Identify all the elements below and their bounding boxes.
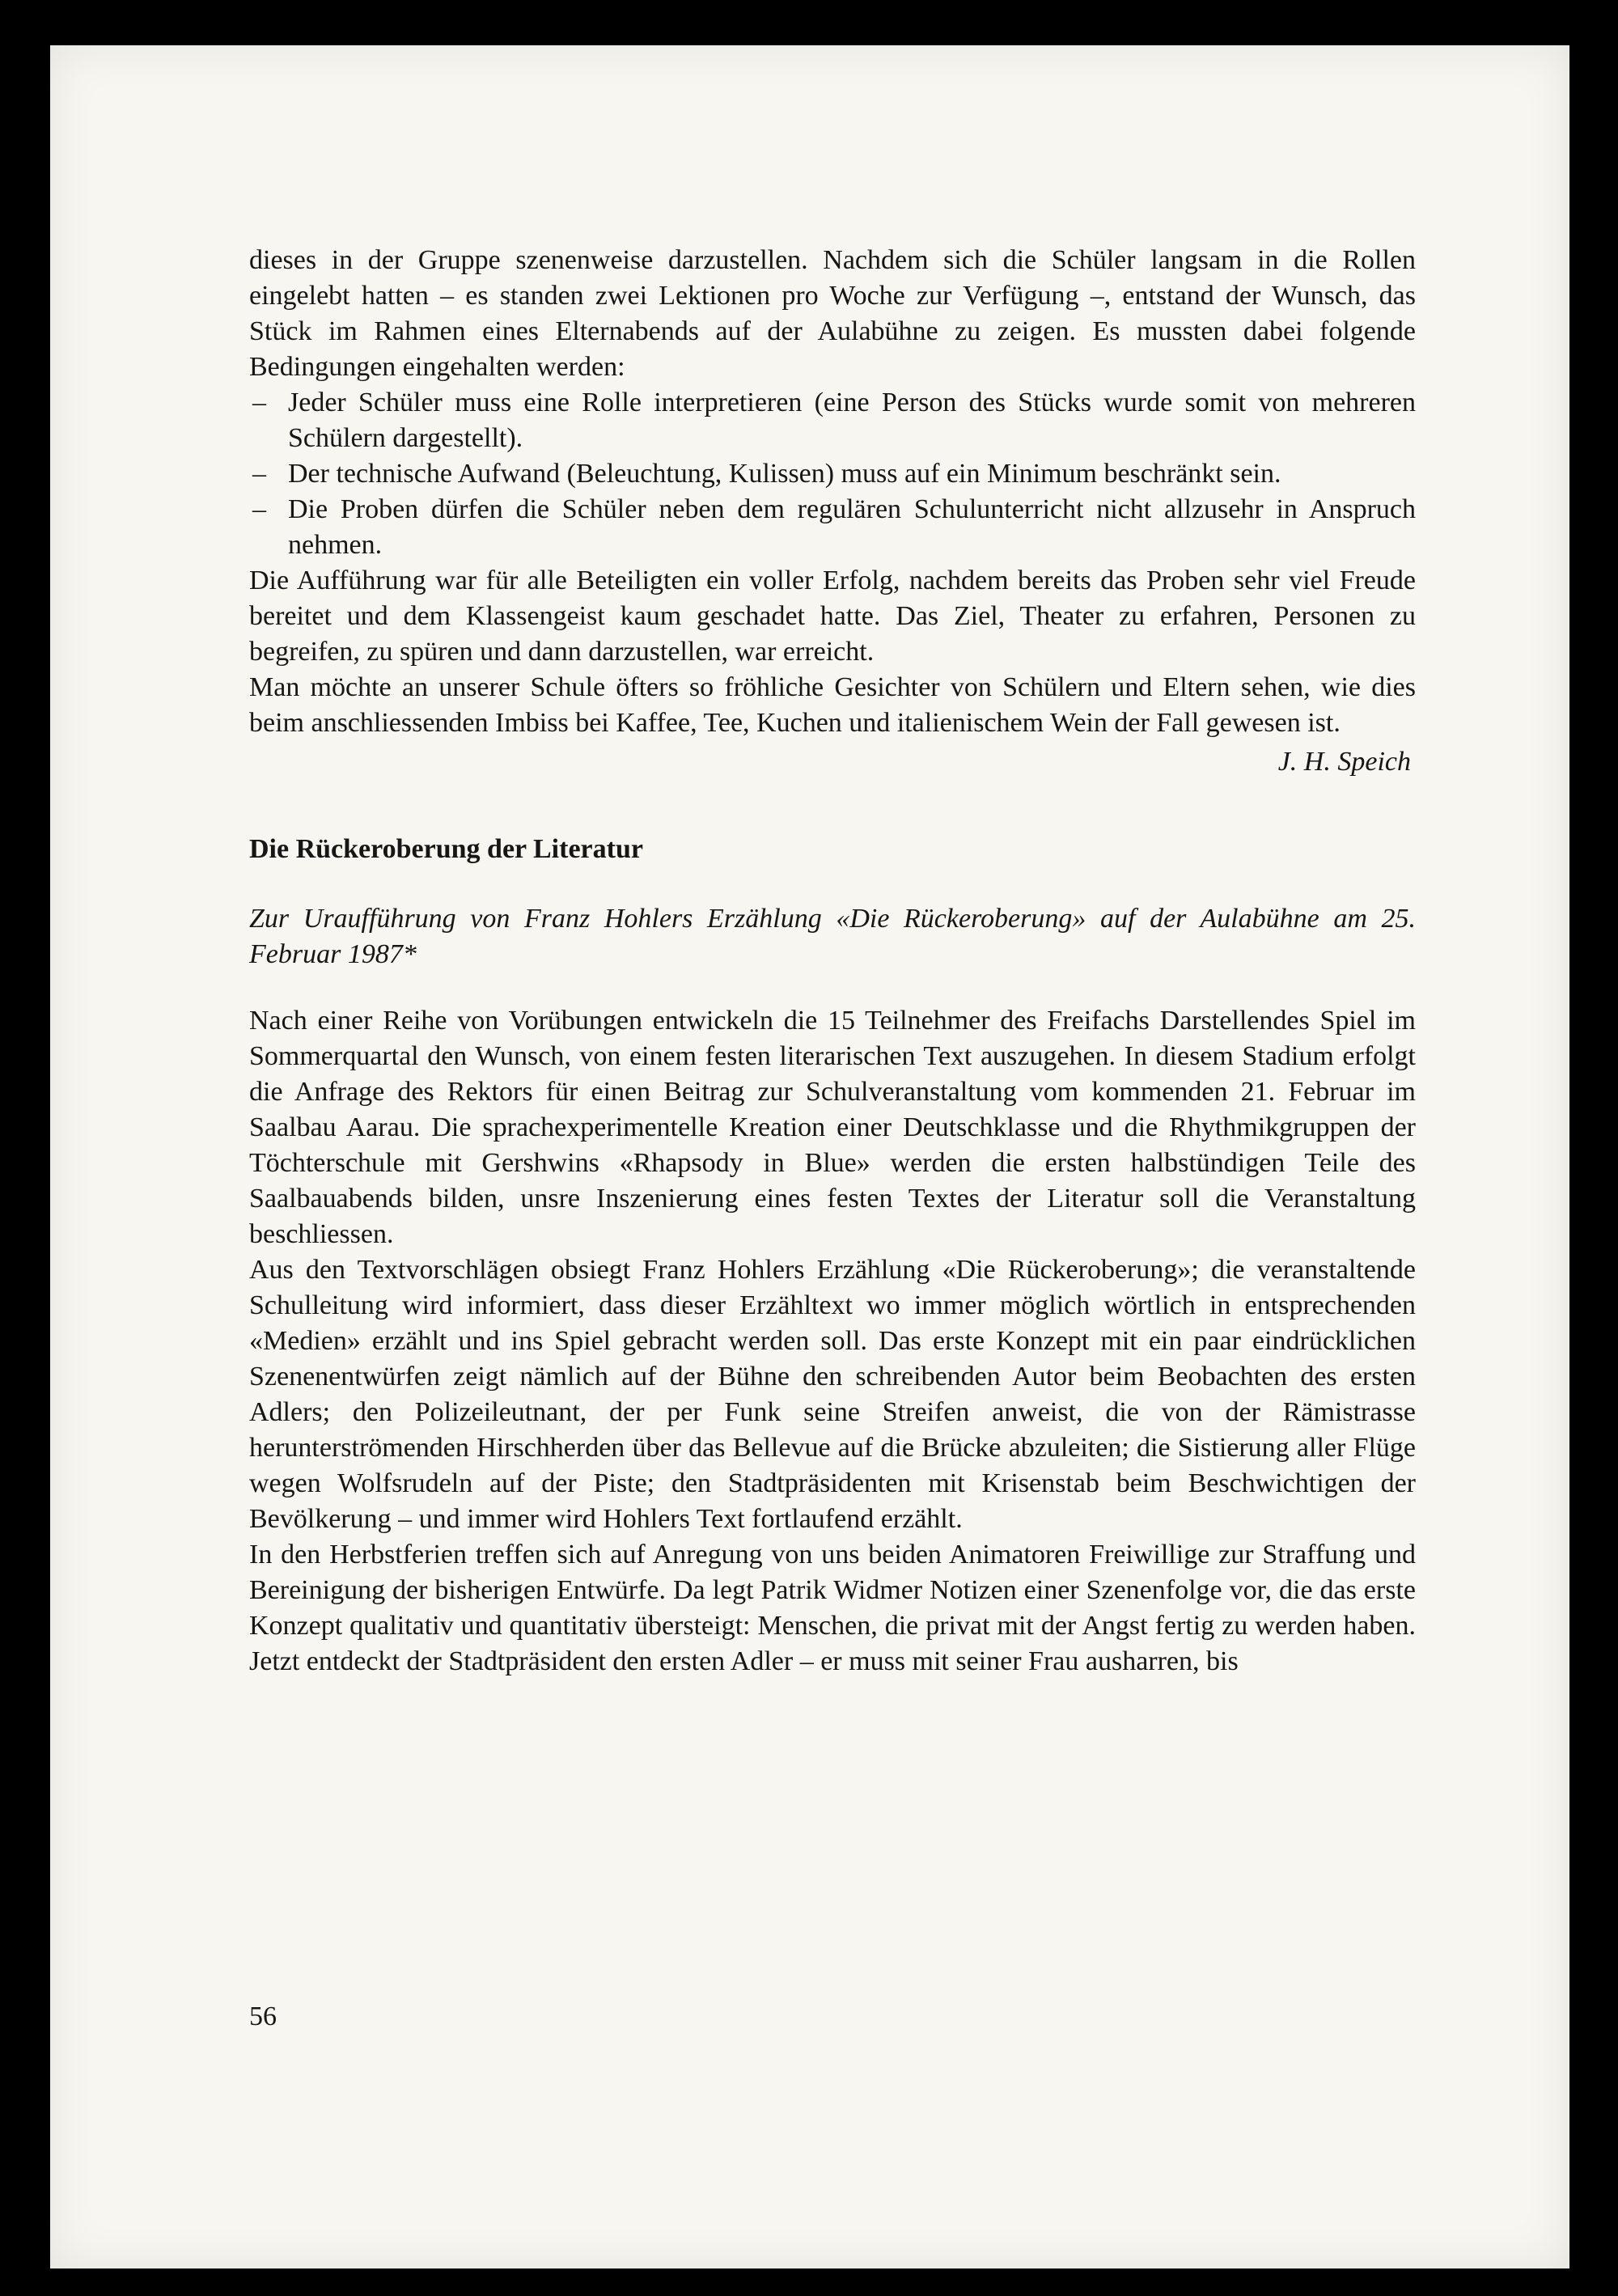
bullet-item — [249, 385, 1416, 456]
paragraph-erfolg: Die Aufführung war für alle Beteiligten ein voller Erfolg, nachdem bereits das Proben sehr viel Freude bereitet und dem Klassengeist kaum geschadet hatte. Das Ziel, Theater zu erfahren, Personen zu begreifen, zu spüren und dann darzustellen, war erreicht. — [249, 566, 1416, 667]
bullet-list — [249, 385, 1416, 563]
bullet-text: Die Proben dürfen die Schüler neben dem regulären Schulunterricht nicht allzusehr in Anspruch nehmen. — [288, 494, 1416, 560]
bullet-text: Der technische Aufwand (Beleuchtung, Kulissen) muss auf ein Minimum beschränkt sein. — [288, 459, 1281, 489]
bullet-item — [249, 456, 1416, 492]
paragraph-schluss: Man möchte an unserer Schule öfters so fröhliche Gesichter von Schülern und Eltern sehen, wie dies beim anschliessenden Imbiss bei Kaffee, Tee, Kuchen und italienischem Wein der Fall gewesen ist. — [249, 672, 1416, 738]
section-subtitle: Zur Uraufführung von Franz Hohlers Erzählung «Die Rückeroberung» auf der Aulabühne am 25. Februar 1987* — [249, 904, 1416, 969]
bullet-text: Jeder Schüler muss eine Rolle interpretieren (eine Person des Stücks wurde somit von mehreren Schülern dargestellt). — [288, 388, 1416, 453]
paragraph-intro: dieses in der Gruppe szenenweise darzustellen. Nachdem sich die Schüler langsam in die Rollen eingelebt hatten – es standen zwei Lektionen pro Woche zur Verfügung –, entstand der Wunsch, das Stück im Rahmen eines Elternabends auf der Aulabühne zu zeigen. Es mussten dabei folgende Bedingungen eingehalten werden: — [249, 245, 1416, 382]
page-number: 56 — [249, 2002, 277, 2031]
dash-marker: – — [252, 494, 266, 524]
paragraph-literatur-3: In den Herbstferien treffen sich auf Anregung von uns beiden Animatoren Freiwillige zur Straffung und Bereinigung der bisherigen Entwürfe. Da legt Patrik Widmer Notizen einer Szenenfolge vor, die das erste Konzept qualitativ und quantitativ übersteigt: Menschen, die privat mit der Angst fertig zu werden haben. Jetzt entdeckt der Stadtpräsident den ersten Adler – er muss mit seiner Frau ausharren, bis — [249, 1540, 1416, 1676]
bullet-item — [249, 492, 1416, 563]
book-page — [50, 45, 1569, 2268]
text-block — [249, 243, 1416, 1680]
paragraph-literatur-2: Aus den Textvorschlägen obsiegt Franz Hohlers Erzählung «Die Rückeroberung»; die veranstaltende Schulleitung wird informiert, dass dieser Erzähltext wo immer möglich wörtlich in entsprechenden «Medien» erzählt und ins Spiel gebracht werden soll. Das erste Konzept mit ein paar eindrücklichen Szenenentwürfen zeigt nämlich auf der Bühne den schreibenden Autor beim Beobachten des ersten Adlers; den Polizeileutnant, der per Funk seine Streifen anweist, die von der Rämistrasse herunterströmenden Hirschherden über das Bellevue auf die Brücke abzuleiten; die Sistierung aller Flüge wegen Wolfsrudeln auf der Piste; den Stadtpräsidenten mit Krisenstab beim Beschwichtigen der Bevölkerung – und immer wird Hohlers Text fortlaufend erzählt. — [249, 1255, 1416, 1534]
dash-marker: – — [252, 388, 266, 417]
author-signature: J. H. Speich — [1277, 747, 1411, 777]
section-heading: Die Rückeroberung der Literatur — [249, 834, 643, 864]
paragraph-literatur-1: Nach einer Reihe von Vorübungen entwickeln die 15 Teilnehmer des Freifachs Darstellendes Spiel im Sommerquartal den Wunsch, von einem festen literarischen Text auszugehen. In diesem Stadium erfolgt die Anfrage des Rektors für einen Beitrag zur Schulveranstaltung vom kommenden 21. Februar im Saalbau Aarau. Die sprachexperimentelle Kreation einer Deutschklasse und die Rhythmikgruppen der Töchterschule mit Gershwins «Rhapsody in Blue» werden die ersten halbstündigen Teile des Saalbauabends bilden, unsre Inszenierung eines festen Textes der Literatur soll die Veranstaltung beschliessen. — [249, 1006, 1416, 1249]
dash-marker: – — [252, 459, 266, 489]
